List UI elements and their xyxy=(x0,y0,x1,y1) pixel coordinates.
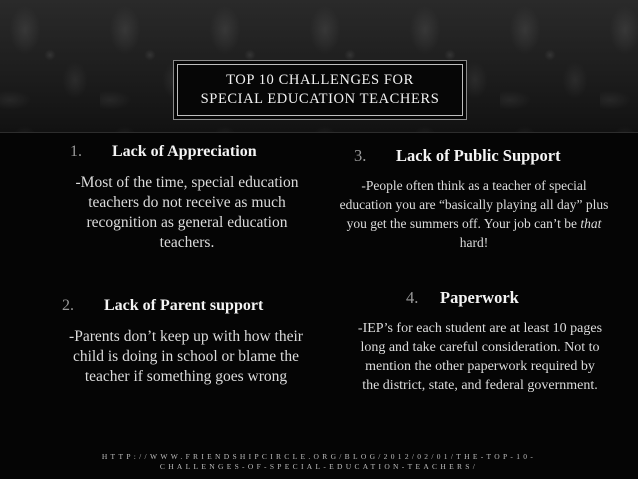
item-description xyxy=(338,176,610,252)
source-url[interactable]: HTTP://WWW.FRIENDSHIPCIRCLE.ORG/BLOG/2012/02/01/THE-TOP-10-CHALLENGES-OF-SPECIAL-EDUCATION-TEACHERS/ xyxy=(101,452,537,471)
challenge-item-3 xyxy=(338,146,610,252)
item-title: Lack of Appreciation xyxy=(112,143,257,160)
challenge-heading xyxy=(70,143,310,161)
item-number: 2. xyxy=(62,297,74,314)
item-title: Paperwork xyxy=(440,288,519,307)
challenge-item-1 xyxy=(64,143,310,253)
challenge-item-4 xyxy=(356,288,604,395)
item-number: 1. xyxy=(70,143,82,160)
challenge-heading xyxy=(354,146,610,166)
item-description-end: hard! xyxy=(459,235,489,250)
title-box xyxy=(177,64,463,116)
item-title: Lack of Parent support xyxy=(104,297,264,314)
item-number: 3. xyxy=(354,146,367,165)
item-number: 4. xyxy=(406,288,419,307)
item-description: -Parents don’t keep up with how their child is doing in school or blame the teacher if something goes wrong xyxy=(69,328,303,385)
title-line-2: SPECIAL EDUCATION TEACHERS xyxy=(200,91,440,107)
challenge-heading xyxy=(406,288,604,308)
item-description: -IEP’s for each student are at least 10 pages long and take careful consideration. Not to mention the other paperwork required by the district, state, and federal government. xyxy=(357,321,603,393)
challenge-heading xyxy=(62,297,310,315)
challenge-item-2 xyxy=(62,297,310,387)
item-description-text: -People often think as a teacher of special education you are “basically playing all day” plus you get the summers off. Your job can’t be xyxy=(339,178,609,231)
title-line-1: TOP 10 CHALLENGES FOR xyxy=(226,72,414,88)
item-title: Lack of Public Support xyxy=(396,146,561,165)
item-description-emphasis: that xyxy=(580,216,602,231)
item-description: -Most of the time, special education teachers do not receive as much recognition as general education teachers. xyxy=(75,174,299,251)
